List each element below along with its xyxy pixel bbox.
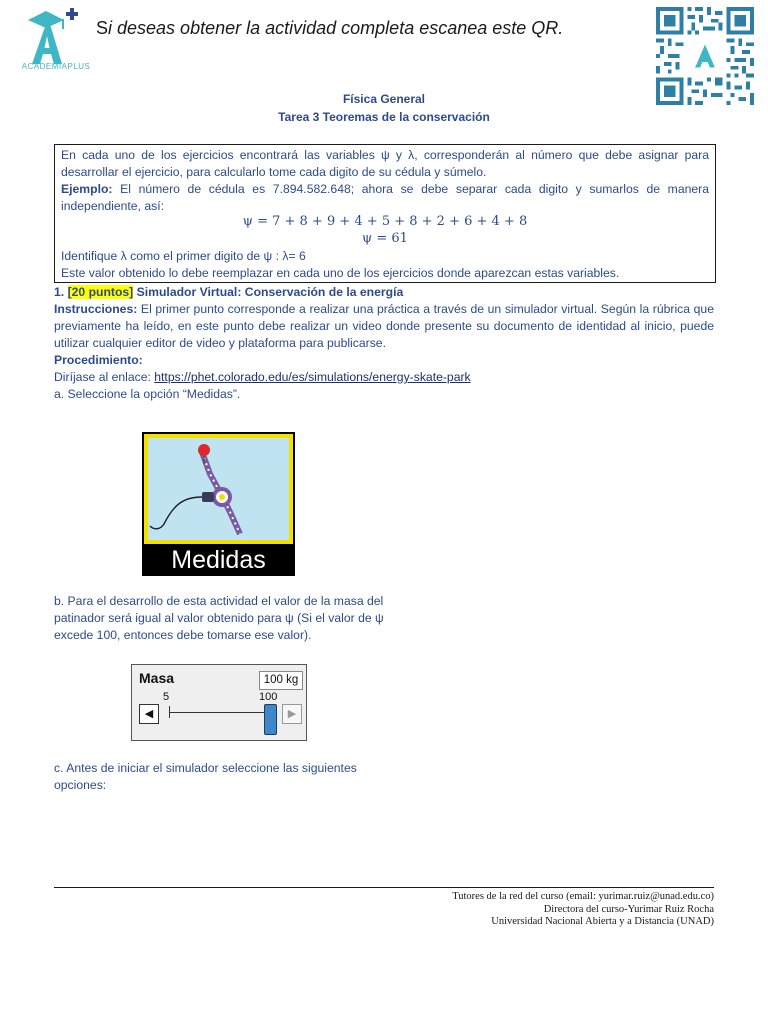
box-example xyxy=(61,181,709,215)
mass-slider-min-tick xyxy=(169,706,170,718)
qr-message xyxy=(96,18,563,39)
mass-increase-button[interactable]: ▶ xyxy=(282,704,302,724)
measurement-tool-illustration xyxy=(144,434,293,544)
step-b: b. Para el desarrollo de esta actividad el valor de la masa del patinador será igual al valor obtenido para ψ (Si el valor de ψ excede 100, entonces debe tomarse ese valor). xyxy=(54,594,384,642)
equation-result: ψ = 61 xyxy=(362,231,408,246)
step-c: c. Antes de iniciar el simulador seleccione las siguientes opciones: xyxy=(54,761,357,792)
qr-message-text: i deseas obtener la actividad completa escanea este QR. xyxy=(108,18,564,38)
box-intro: En cada uno de los ejercicios encontrará las variables ψ y λ, corresponderán al número que debe asignar para desarrollar el ejercicio, para calcularlo tome cada digito de su cédula y súmelo. xyxy=(61,148,709,179)
replace-line: Este valor obtenido lo debe reemplazar en cada uno de los ejercicios donde aparezcan estas variables. xyxy=(61,266,620,280)
qr-message-initial: S xyxy=(96,18,109,38)
instructions-paragraph xyxy=(54,301,714,352)
mass-label: Masa xyxy=(139,670,175,686)
link-prefix: Diríjase al enlace: xyxy=(54,370,155,384)
section1-title: Simulador Virtual: Conservación de la energía xyxy=(133,285,404,299)
mass-slider-track[interactable] xyxy=(169,712,269,713)
section1-number: 1. xyxy=(54,285,65,299)
mass-slider-thumb[interactable] xyxy=(264,704,277,735)
example-label: Ejemplo: xyxy=(61,182,113,196)
footer-director: Directora del curso-Yurimar Ruiz Rocha xyxy=(543,903,714,915)
mass-min-label: 5 xyxy=(163,691,170,703)
procedure-label: Procedimiento: xyxy=(54,353,143,367)
energy-skate-park-link[interactable]: https://phet.colorado.edu/es/simulations/energy-skate-park xyxy=(154,370,471,384)
mass-decrease-button[interactable]: ◀ xyxy=(139,704,159,724)
example-text: El número de cédula es 7.894.582.648; ahora se debe separar cada digito y sumarlos de manera independiente, así: xyxy=(61,182,709,213)
logo-caption: ACADEMIAPLUS xyxy=(21,62,91,71)
lambda-line: Identifique λ como el primer digito de ψ : λ= 6 xyxy=(61,249,306,263)
mass-value-field[interactable]: 100 kg xyxy=(259,671,303,690)
link-line xyxy=(54,369,471,386)
footer-block xyxy=(452,891,714,929)
equation-sum: ψ = 7 + 8 + 9 + 4 + 5 + 8 + 2 + 6 + 4 + 8 xyxy=(242,214,528,229)
course-title: Física General xyxy=(342,92,426,106)
instruction-box xyxy=(54,144,716,283)
section1-heading xyxy=(54,284,403,301)
medidas-option-image xyxy=(142,432,295,576)
instructions-text: El primer punto corresponde a realizar una práctica a través de un simulador virtual. Según la rúbrica que previamente ha leído, en este punto debe realizar un video donde presente su documento de identidad al inicio, puede utilizar cualquier editor de video y plataforma para publicarse. xyxy=(54,302,714,350)
task-title: Tarea 3 Teoremas de la conservación xyxy=(278,110,490,124)
footer-university: Universidad Nacional Abierta y a Distancia (UNAD) xyxy=(491,916,714,928)
mass-panel xyxy=(131,664,307,741)
footer-divider xyxy=(54,887,714,888)
mass-max-label: 100 xyxy=(259,691,278,703)
instructions-label: Instrucciones: xyxy=(54,302,138,316)
qr-code xyxy=(656,6,754,106)
medidas-label: Medidas xyxy=(171,546,266,574)
footer-tutors: Tutores de la red del curso (email: yurimar.ruiz@unad.edu.co) xyxy=(452,891,714,902)
points-badge: [20 puntos] xyxy=(67,285,134,299)
step-a: a. Seleccione la opción “Medidas”. xyxy=(54,387,241,401)
